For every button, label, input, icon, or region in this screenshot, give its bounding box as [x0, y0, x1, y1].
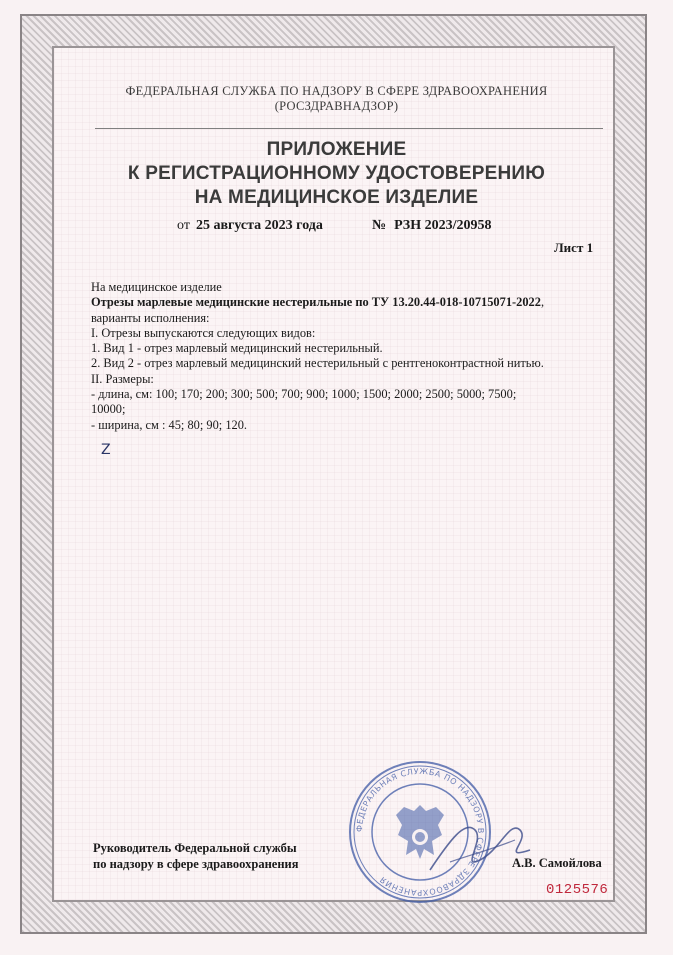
- length-values: - длина, см: 100; 170; 200; 300; 500; 700; 900; 1000; 1500; 2000; 2500; 5000; 7500;: [91, 387, 517, 402]
- registration-number: [372, 218, 491, 234]
- section-sizes: II. Размеры:: [91, 371, 154, 386]
- intro-line: На медицинское изделие: [91, 280, 222, 294]
- serial-number: 0125576: [546, 882, 609, 898]
- section-types: I. Отрезы выпускаются следующих видов:: [91, 325, 316, 340]
- signatory-name: А.В. Самойлова: [512, 856, 602, 870]
- length-values-cont: 10000;: [91, 402, 126, 417]
- title-line-3: НА МЕДИЦИНСКОЕ ИЗДЕЛИЕ: [194, 187, 479, 208]
- product-suffix: ,: [540, 295, 545, 310]
- position-line-2: по надзору в сфере здравоохранения: [93, 857, 299, 871]
- issue-date: [177, 218, 323, 234]
- agency-name: ФЕДЕРАЛЬНАЯ СЛУЖБА ПО НАДЗОРУ В СФЕРЕ ЗДРАВООХРАНЕНИЯ: [125, 84, 548, 98]
- document-body: [91, 280, 611, 433]
- list-item: 2. Вид 2 - отрез марлевый медицинский нестерильный с рентгеноконтрастной нитью.: [91, 356, 544, 371]
- document-title: [60, 138, 613, 210]
- agency-header: [60, 84, 613, 114]
- variants-line: варианты исполнения:: [91, 310, 210, 325]
- title-line-1: ПРИЛОЖЕНИЕ: [266, 139, 407, 160]
- list-item: 1. Вид 1 - отрез марлевый медицинский нестерильный.: [91, 341, 383, 356]
- signatory-position: [93, 840, 299, 872]
- header-divider: [95, 128, 603, 129]
- number-prefix: №: [372, 218, 387, 233]
- position-line-1: Руководитель Федеральной службы: [93, 841, 297, 855]
- date-prefix: от: [177, 218, 190, 233]
- number-value: РЗН 2023/20958: [394, 218, 492, 233]
- seal-ring-text: ФЕДЕРАЛЬНАЯ СЛУЖБА ПО НАДЗОРУ В СФЕРЕ ЗДРАВООХРАНЕНИЯ: [354, 766, 486, 898]
- width-values: - ширина, см : 45; 80; 90; 120.: [91, 417, 248, 432]
- handwritten-signature: [420, 800, 540, 890]
- date-value: 25 августа 2023 года: [195, 218, 323, 233]
- sheet-number: Лист 1: [554, 240, 594, 255]
- product-name: Отрезы марлевые медицинские нестерильные по ТУ 13.20.44-018-10715071-2022: [91, 295, 541, 310]
- title-line-2: К РЕГИСТРАЦИОННОМУ УДОСТОВЕРЕНИЮ: [127, 163, 546, 184]
- agency-abbrev: (РОСЗДРАВНАДЗОР): [274, 99, 399, 113]
- product-line: [91, 295, 611, 310]
- handwritten-mark: Z: [101, 442, 111, 458]
